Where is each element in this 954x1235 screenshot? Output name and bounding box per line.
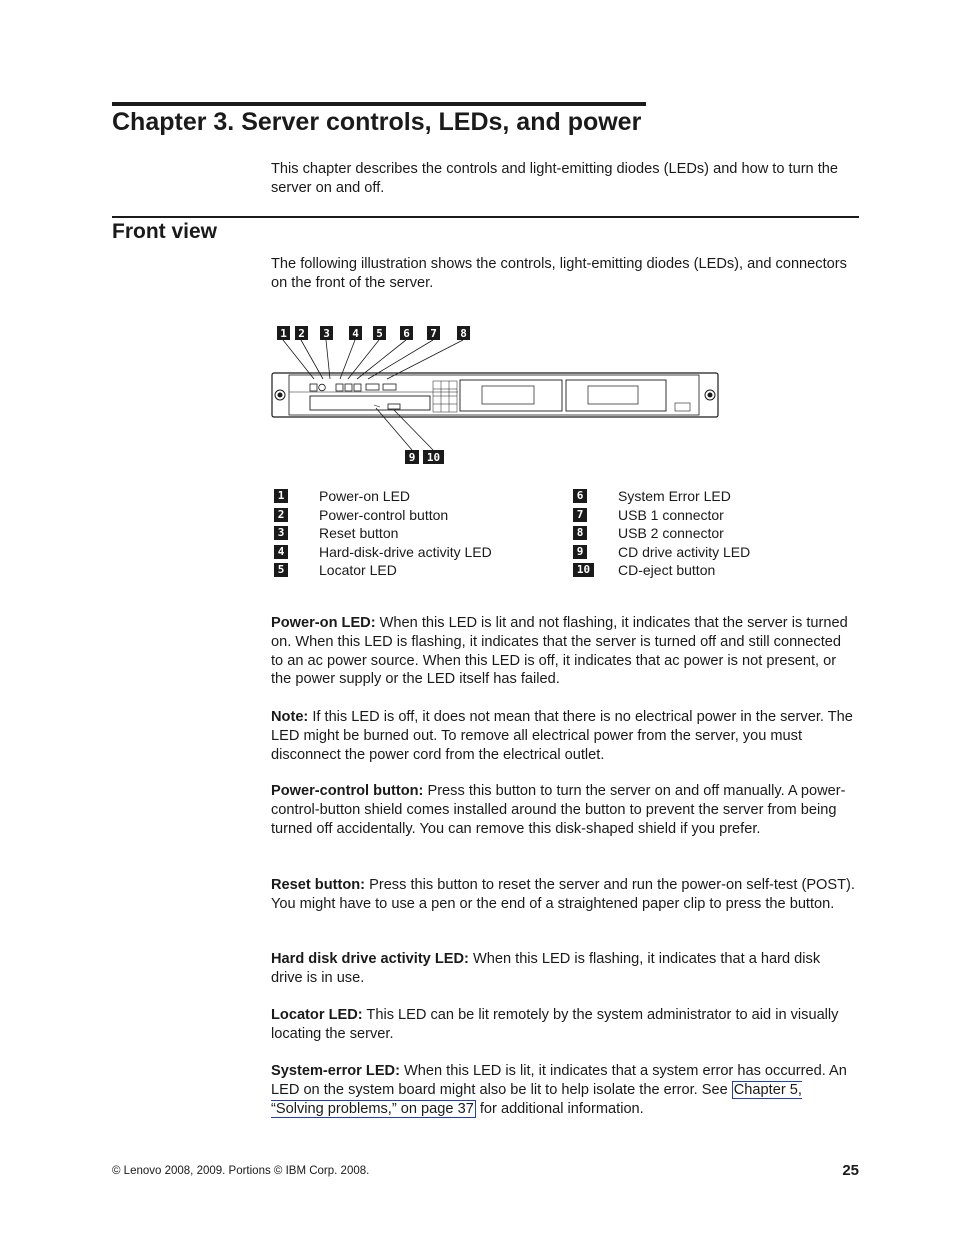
desc-term: Reset button: xyxy=(271,877,366,893)
callout-label: Reset button xyxy=(319,525,399,542)
desc-term: Hard disk drive activity LED: xyxy=(271,951,469,967)
callout-item xyxy=(274,487,544,506)
callout-label: Locator LED xyxy=(319,562,397,579)
callout-num-9: 9 xyxy=(408,451,416,464)
callout-num-1: 1 xyxy=(280,327,287,340)
desc-text: When this LED is lit and not flashing, it indicates that the server is turned on. When this LED is flashing, it indicates that the server is turned off and still connected to an ac power source. When this LED is off, it indicates that ac power is not present, or the power supply or the LED itself has failed. xyxy=(271,615,848,688)
callout-badge: 6 xyxy=(573,489,587,503)
desc-power-on-led xyxy=(271,614,855,689)
desc-text-after: for additional information. xyxy=(475,1100,644,1117)
callout-list-left xyxy=(274,487,544,580)
callout-item xyxy=(274,506,544,525)
callout-label: USB 2 connector xyxy=(618,525,724,542)
callout-num-5: 5 xyxy=(376,327,383,340)
desc-text: When this LED is flashing, it indicates that a hard disk drive is in use. xyxy=(271,951,821,986)
callout-num-8: 8 xyxy=(460,327,467,340)
callout-item xyxy=(573,506,843,525)
callout-badge: 3 xyxy=(274,526,288,540)
callout-item xyxy=(573,487,843,506)
callout-label: Hard-disk-drive activity LED xyxy=(319,543,492,560)
chapter-rule xyxy=(112,102,646,106)
chapter-title: Chapter 3. Server controls, LEDs, and power xyxy=(112,108,642,136)
desc-text: If this LED is off, it does not mean that there is no electrical power in the server. The LED might be burned out. To remove all electrical power from the server, you must disconnect the power cord from the electrical outlet. xyxy=(271,709,853,763)
desc-term: System-error LED: xyxy=(271,1063,400,1079)
desc-text: When this LED is lit, it indicates that a system error has occurred. An LED on the system board might also be lit to help isolate the error. See xyxy=(271,1063,847,1098)
callout-item xyxy=(274,561,544,580)
callout-label: USB 1 connector xyxy=(618,506,724,523)
desc-term: Locator LED: xyxy=(271,1007,363,1023)
callout-label: CD-eject button xyxy=(618,562,716,579)
desc-text: This LED can be lit remotely by the system administrator to aid in visually locating the server. xyxy=(271,1007,839,1042)
callout-label: CD drive activity LED xyxy=(618,543,751,560)
desc-term: Note: xyxy=(271,709,309,725)
section-title: Front view xyxy=(112,220,218,243)
callout-num-10: 10 xyxy=(426,451,441,464)
callout-num-6: 6 xyxy=(403,327,410,340)
desc-text: Press this button to turn the server on and off manually. A power-control-button shield comes installed around the button to prevent the server from being turned off accidentally. You can remove this disk-shaped shield if you prefer. xyxy=(271,783,846,837)
callout-item xyxy=(274,543,544,562)
callout-badge: 1 xyxy=(274,489,288,503)
callout-badge: 10 xyxy=(573,563,594,577)
desc-note xyxy=(271,708,855,764)
callout-item xyxy=(274,524,544,543)
callout-item xyxy=(573,561,843,580)
desc-power-control-button xyxy=(271,782,855,838)
callout-badge: 5 xyxy=(274,563,288,577)
footer-copyright: © Lenovo 2008, 2009. Portions © IBM Corp. 2008. xyxy=(112,1165,370,1177)
desc-system-error-led xyxy=(271,1062,855,1118)
callout-badge: 8 xyxy=(573,526,587,540)
callout-badge: 7 xyxy=(573,508,587,522)
leader-lines xyxy=(283,340,463,450)
desc-reset-button xyxy=(271,876,855,914)
page-number: 25 xyxy=(842,1162,859,1179)
section-intro: The following illustration shows the controls, light-emitting diodes (LEDs), and connectors on the front of the server. xyxy=(271,256,847,291)
server-front-view-illustration xyxy=(270,322,722,468)
callout-badge: 4 xyxy=(274,545,288,559)
callout-item xyxy=(573,524,843,543)
chapter-5-link[interactable]: Chapter 5, “Solving problems,” on page 37 xyxy=(271,1081,802,1117)
callout-num-2: 2 xyxy=(298,327,305,340)
desc-text: Press this button to reset the server and run the power-on self-test (POST). You might have to use a pen or the end of a straightened paper clip to press the button. xyxy=(271,877,855,912)
callout-num-4: 4 xyxy=(352,327,359,340)
callout-label: Power-on LED xyxy=(319,488,411,504)
desc-locator-led xyxy=(271,1006,855,1044)
callout-list-right xyxy=(573,487,843,580)
callout-badge: 9 xyxy=(573,545,587,559)
desc-term: Power-on LED: xyxy=(271,615,376,631)
callout-num-3: 3 xyxy=(323,327,330,340)
callout-badge: 2 xyxy=(274,508,288,522)
desc-hdd-activity-led xyxy=(271,950,855,988)
callout-item xyxy=(573,543,843,562)
chapter-intro: This chapter describes the controls and light-emitting diodes (LEDs) and how to turn the server on and off. xyxy=(271,161,839,196)
section-rule xyxy=(112,216,859,218)
desc-term: Power-control button: xyxy=(271,783,424,799)
server-chassis xyxy=(272,373,718,417)
callout-label: Power-control button xyxy=(319,506,449,523)
callout-num-7: 7 xyxy=(430,327,437,340)
callout-label: System Error LED xyxy=(618,488,731,504)
